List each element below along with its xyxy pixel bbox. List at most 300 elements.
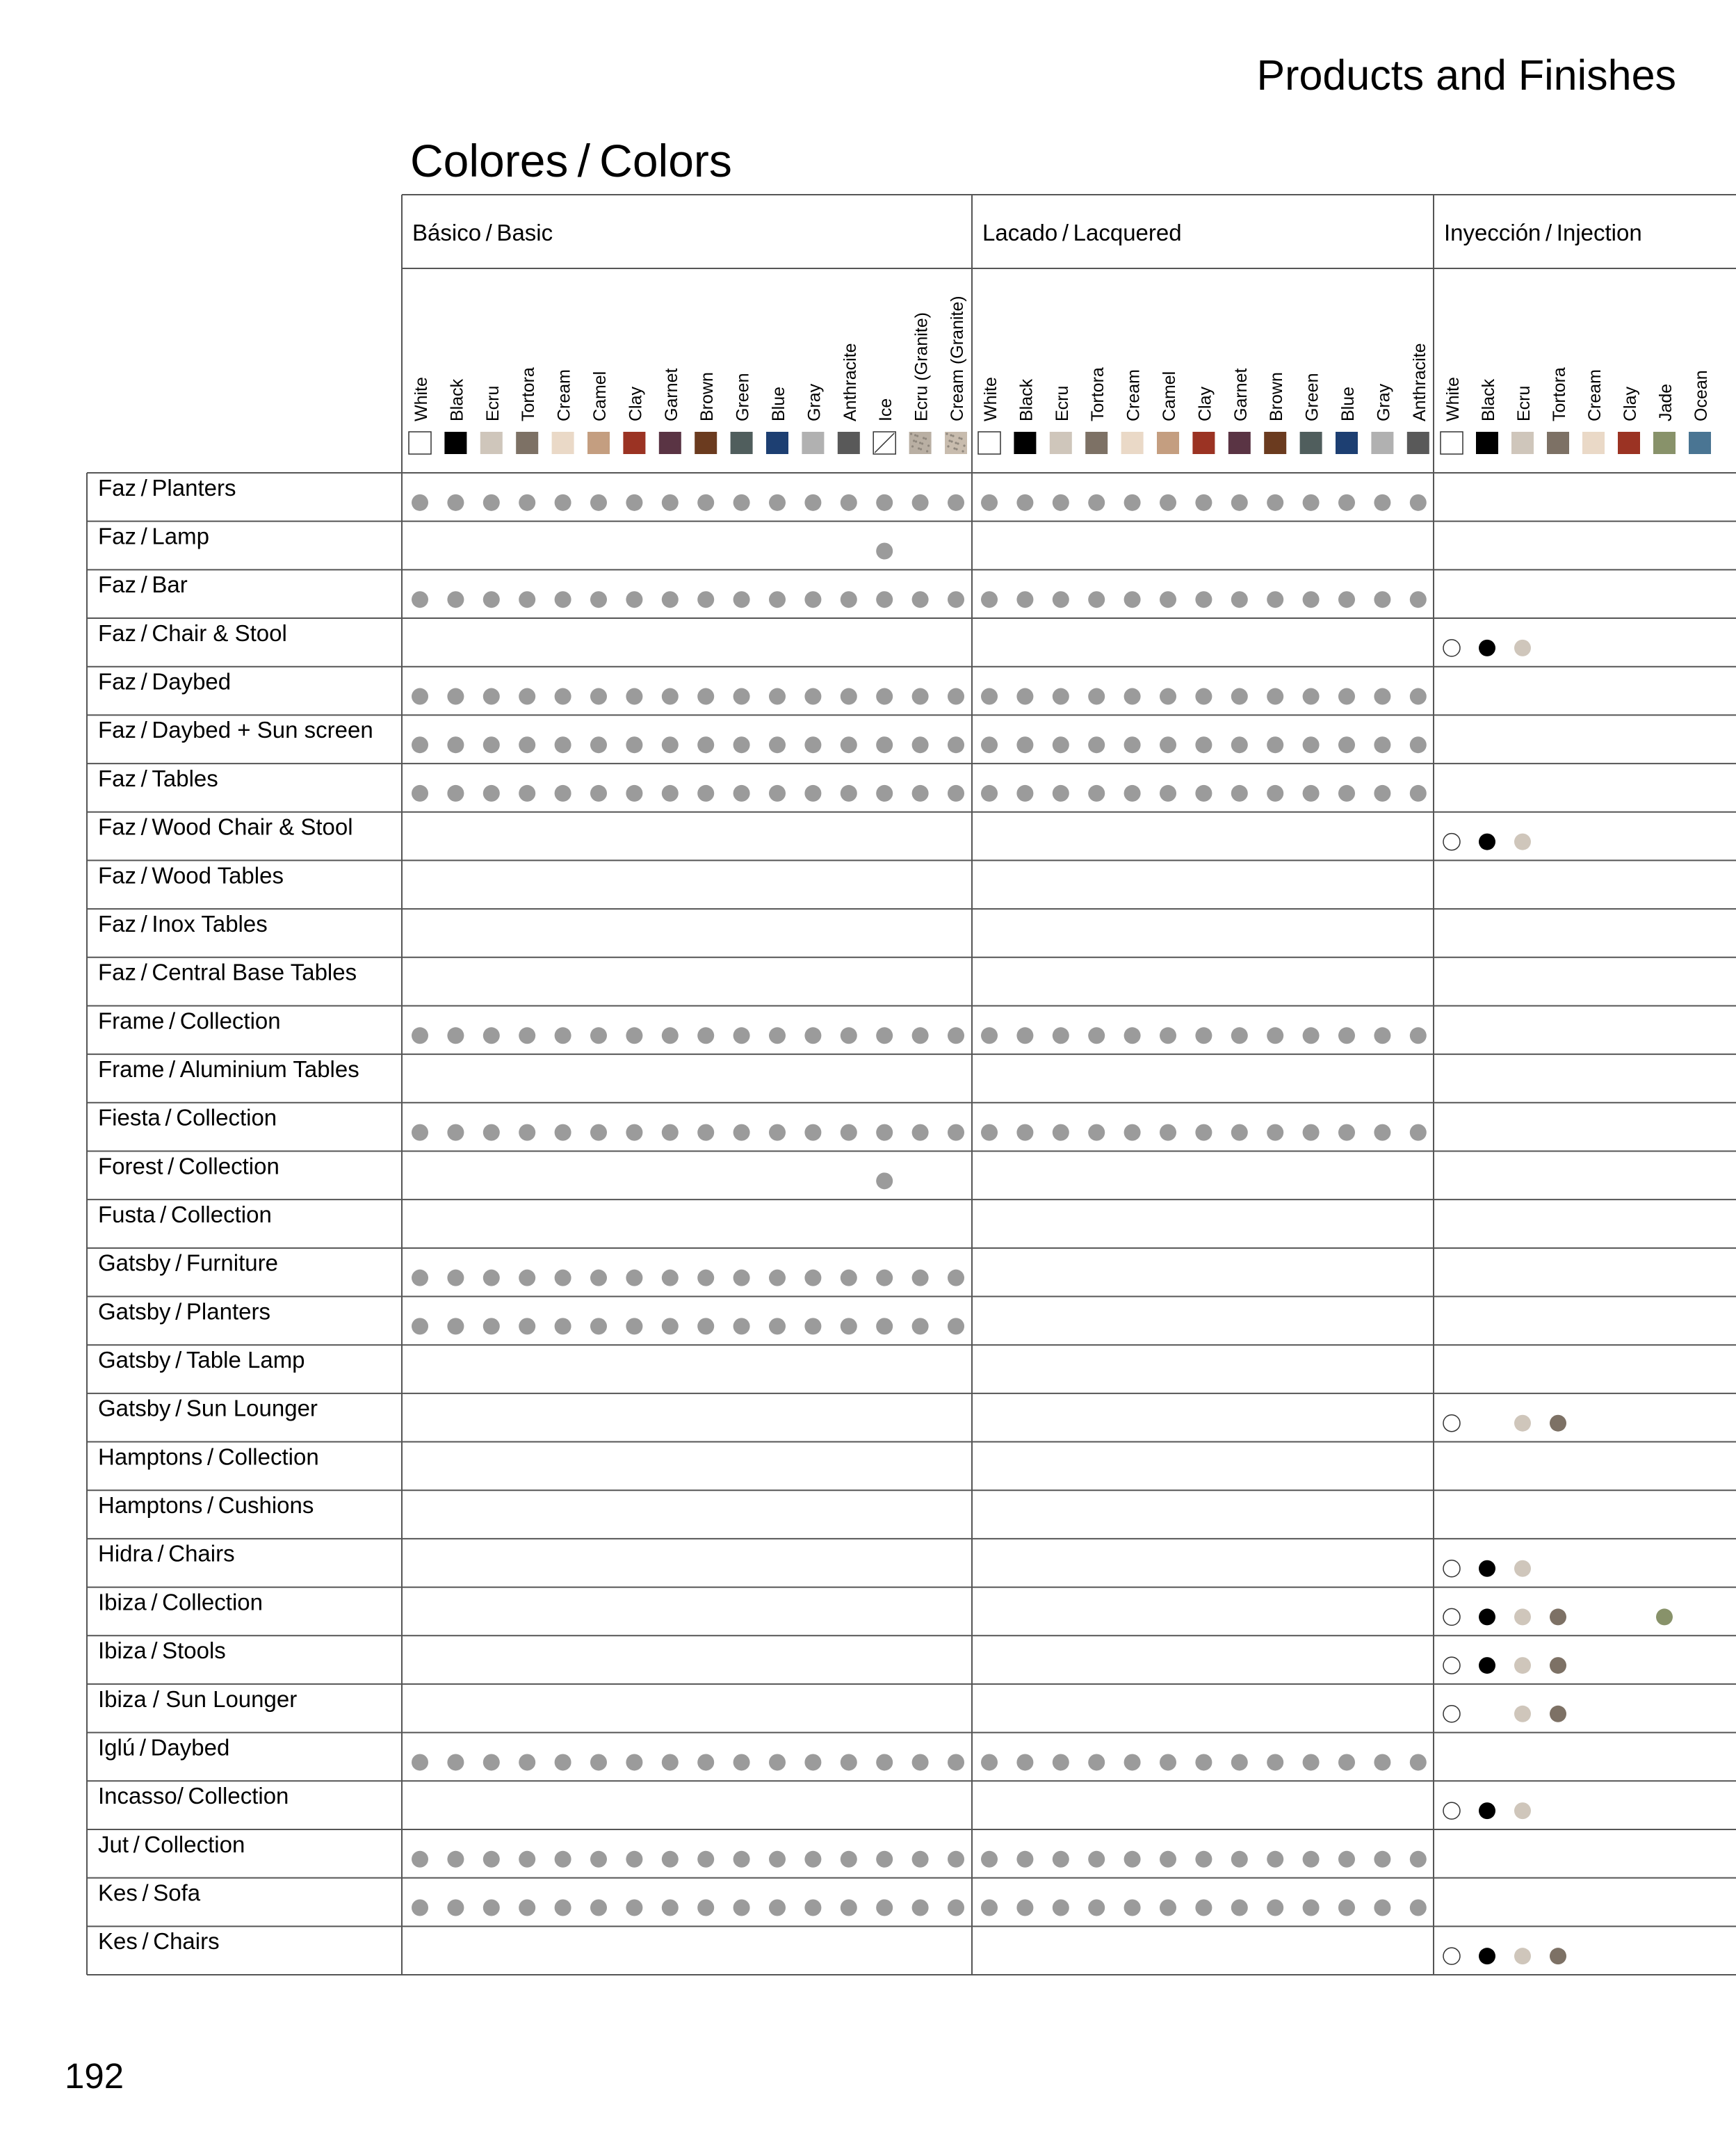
availability-dot bbox=[1410, 1124, 1427, 1141]
column-name: White bbox=[412, 377, 431, 421]
row-label: Fiesta / Collection bbox=[98, 1104, 277, 1131]
column-name: Green bbox=[1302, 373, 1322, 421]
availability-dot bbox=[626, 1899, 642, 1916]
availability-dot bbox=[590, 1851, 607, 1868]
availability-dot bbox=[804, 1899, 821, 1916]
availability-dot bbox=[804, 591, 821, 608]
column-name: Garnet bbox=[661, 368, 681, 421]
availability-dot bbox=[697, 1124, 714, 1141]
availability-dot bbox=[981, 785, 998, 802]
availability-dot bbox=[912, 1270, 929, 1286]
availability-dot bbox=[1195, 494, 1212, 511]
availability-dot bbox=[483, 494, 500, 511]
availability-dot bbox=[662, 494, 679, 511]
availability-dot bbox=[1338, 1851, 1355, 1868]
availability-dot bbox=[841, 1318, 857, 1334]
availability-dot bbox=[948, 1270, 964, 1286]
availability-dot bbox=[1303, 591, 1320, 608]
row-label: Gatsby / Furniture bbox=[98, 1250, 278, 1276]
availability-dot bbox=[1410, 1851, 1427, 1868]
availability-dot bbox=[948, 494, 964, 511]
swatch-white bbox=[978, 432, 1000, 454]
column-name: Brown bbox=[1267, 372, 1287, 421]
availability-dot bbox=[1231, 785, 1248, 802]
swatch-garnet bbox=[1228, 432, 1251, 454]
availability-dot bbox=[1443, 834, 1460, 850]
availability-dot bbox=[626, 1851, 642, 1868]
availability-dot bbox=[804, 1124, 821, 1141]
availability-dot bbox=[841, 736, 857, 753]
availability-dot bbox=[412, 1899, 428, 1916]
availability-dot bbox=[590, 1318, 607, 1334]
availability-dot bbox=[412, 785, 428, 802]
swatch-gray bbox=[802, 432, 824, 454]
availability-dot bbox=[912, 1754, 929, 1770]
availability-dot bbox=[1514, 834, 1531, 850]
availability-dot bbox=[769, 736, 786, 753]
granite-speck bbox=[957, 442, 959, 444]
availability-dot bbox=[1514, 1802, 1531, 1819]
availability-dot bbox=[590, 736, 607, 753]
column-name: Clay bbox=[1621, 386, 1640, 421]
availability-dot bbox=[590, 1124, 607, 1141]
availability-dot bbox=[1231, 688, 1248, 705]
swatch-camel bbox=[1157, 432, 1179, 454]
availability-dot bbox=[519, 591, 535, 608]
row-label: Faz / Wood Chair & Stool bbox=[98, 814, 353, 840]
availability-dot bbox=[662, 1754, 679, 1770]
column-name: Camel bbox=[1160, 371, 1179, 421]
availability-dot bbox=[519, 1124, 535, 1141]
availability-dot bbox=[1160, 1899, 1176, 1916]
availability-dot bbox=[1338, 688, 1355, 705]
availability-dot bbox=[948, 1027, 964, 1044]
granite-speck bbox=[955, 448, 957, 450]
availability-dot bbox=[626, 688, 642, 705]
column-name: Ecru bbox=[1514, 385, 1534, 421]
colors-title: Colores / Colors bbox=[410, 135, 732, 186]
availability-dot bbox=[876, 1318, 893, 1334]
availability-dot bbox=[412, 1027, 428, 1044]
availability-dot bbox=[519, 1899, 535, 1916]
group-label-basic: Básico / Basic bbox=[412, 220, 553, 245]
availability-dot bbox=[1514, 1415, 1531, 1432]
availability-dot bbox=[626, 1754, 642, 1770]
availability-dot bbox=[769, 688, 786, 705]
availability-dot bbox=[483, 736, 500, 753]
availability-dot bbox=[483, 688, 500, 705]
availability-dot bbox=[1267, 1754, 1283, 1770]
availability-dot bbox=[948, 785, 964, 802]
availability-dot bbox=[876, 543, 893, 560]
row-label: Faz / Daybed + Sun screen bbox=[98, 717, 373, 743]
availability-dot bbox=[1124, 785, 1141, 802]
group-label-injection: Inyección / Injection bbox=[1444, 220, 1642, 245]
availability-dot bbox=[483, 1754, 500, 1770]
swatch-clay bbox=[623, 432, 645, 454]
availability-dot bbox=[841, 1851, 857, 1868]
swatch-white bbox=[409, 432, 431, 454]
availability-dot bbox=[1088, 494, 1105, 511]
granite-speck bbox=[963, 444, 965, 446]
availability-dot bbox=[1231, 1899, 1248, 1916]
availability-dot bbox=[519, 736, 535, 753]
availability-dot bbox=[483, 591, 500, 608]
availability-dot bbox=[1303, 736, 1320, 753]
availability-dot bbox=[1195, 591, 1212, 608]
granite-speck bbox=[960, 437, 962, 439]
granite-speck bbox=[958, 437, 960, 439]
availability-dot bbox=[662, 1270, 679, 1286]
availability-dot bbox=[1016, 591, 1033, 608]
availability-dot bbox=[1267, 1027, 1283, 1044]
availability-dot bbox=[1374, 688, 1390, 705]
granite-speck bbox=[947, 445, 949, 447]
availability-dot bbox=[1479, 1608, 1495, 1625]
column-name: Ecru bbox=[482, 385, 503, 421]
availability-dot bbox=[912, 688, 929, 705]
availability-dot bbox=[841, 1754, 857, 1770]
availability-dot bbox=[1160, 591, 1176, 608]
availability-dot bbox=[1656, 1608, 1673, 1625]
availability-dot bbox=[912, 1318, 929, 1334]
availability-dot bbox=[876, 688, 893, 705]
availability-dot bbox=[1124, 736, 1141, 753]
column-name: Black bbox=[1016, 378, 1037, 421]
availability-dot bbox=[948, 736, 964, 753]
availability-dot bbox=[447, 785, 464, 802]
availability-dot bbox=[841, 785, 857, 802]
availability-dot bbox=[1124, 494, 1141, 511]
availability-dot bbox=[1303, 1027, 1320, 1044]
availability-dot bbox=[981, 736, 998, 753]
availability-dot bbox=[1016, 1754, 1033, 1770]
column-name: Cream bbox=[1585, 369, 1605, 421]
granite-speck bbox=[920, 448, 922, 450]
availability-dot bbox=[447, 1851, 464, 1868]
column-name: Ocean bbox=[1692, 370, 1711, 421]
availability-dot bbox=[555, 1318, 571, 1334]
availability-dot bbox=[1338, 1899, 1355, 1916]
availability-dot bbox=[1443, 1802, 1460, 1819]
row-label: Iglú / Daybed bbox=[98, 1734, 230, 1761]
row-label: Faz / Lamp bbox=[98, 523, 209, 549]
availability-dot bbox=[733, 1899, 750, 1916]
swatch-tortora bbox=[1085, 432, 1108, 454]
availability-dot bbox=[981, 688, 998, 705]
availability-dot bbox=[948, 1754, 964, 1770]
availability-dot bbox=[483, 785, 500, 802]
availability-dot bbox=[662, 736, 679, 753]
column-name: Brown bbox=[697, 372, 717, 421]
availability-dot bbox=[1410, 494, 1427, 511]
availability-dot bbox=[876, 1270, 893, 1286]
availability-dot bbox=[1338, 1027, 1355, 1044]
swatch-black bbox=[444, 432, 467, 454]
availability-dot bbox=[769, 1270, 786, 1286]
availability-dot bbox=[1374, 736, 1390, 753]
availability-dot bbox=[1160, 1754, 1176, 1770]
availability-dot bbox=[590, 1899, 607, 1916]
availability-dot bbox=[555, 494, 571, 511]
availability-dot bbox=[590, 494, 607, 511]
availability-dot bbox=[483, 1318, 500, 1334]
availability-dot bbox=[662, 785, 679, 802]
swatch-blue bbox=[1336, 432, 1358, 454]
availability-dot bbox=[412, 1754, 428, 1770]
availability-dot bbox=[1231, 1027, 1248, 1044]
availability-dot bbox=[662, 688, 679, 705]
granite-speck bbox=[911, 445, 914, 447]
availability-dot bbox=[1016, 736, 1033, 753]
availability-dot bbox=[1550, 1948, 1566, 1964]
availability-dot bbox=[590, 1270, 607, 1286]
swatch-jade bbox=[1653, 432, 1676, 454]
granite-speck bbox=[918, 447, 920, 449]
availability-dot bbox=[769, 1318, 786, 1334]
availability-dot bbox=[1195, 1899, 1212, 1916]
availability-dot bbox=[948, 1124, 964, 1141]
row-label: Faz / Wood Tables bbox=[98, 862, 284, 889]
availability-dot bbox=[1195, 785, 1212, 802]
availability-dot bbox=[697, 1027, 714, 1044]
granite-speck bbox=[950, 440, 952, 442]
row-label: Ibiza / Stools bbox=[98, 1638, 226, 1664]
availability-dot bbox=[1016, 1027, 1033, 1044]
availability-dot bbox=[804, 1754, 821, 1770]
column-name: Clay bbox=[626, 386, 646, 421]
availability-dot bbox=[1374, 785, 1390, 802]
swatch-ecru bbox=[480, 432, 503, 454]
availability-dot bbox=[733, 1270, 750, 1286]
availability-dot bbox=[876, 1754, 893, 1770]
availability-dot bbox=[626, 1270, 642, 1286]
availability-dot bbox=[1195, 1851, 1212, 1868]
row-label: Faz / Daybed bbox=[98, 668, 232, 695]
availability-dot bbox=[590, 1754, 607, 1770]
swatch-ocean bbox=[1689, 432, 1711, 454]
row-label: Hamptons / Collection bbox=[98, 1444, 319, 1470]
column-name: Ecru (Granite) bbox=[911, 312, 932, 421]
row-label: Gatsby / Planters bbox=[98, 1298, 270, 1325]
column-name: White bbox=[1443, 377, 1463, 421]
row-label: Faz / Bar bbox=[98, 572, 188, 598]
availability-dot bbox=[1374, 1851, 1390, 1868]
availability-dot bbox=[519, 1027, 535, 1044]
column-name: Green bbox=[733, 373, 753, 421]
availability-dot bbox=[1160, 688, 1176, 705]
availability-dot bbox=[804, 785, 821, 802]
row-label: Gatsby / Sun Lounger bbox=[98, 1395, 318, 1421]
availability-dot bbox=[1374, 494, 1390, 511]
availability-dot bbox=[1160, 1124, 1176, 1141]
availability-dot bbox=[626, 1318, 642, 1334]
availability-dot bbox=[662, 1899, 679, 1916]
availability-dot bbox=[912, 494, 929, 511]
availability-dot bbox=[1338, 1124, 1355, 1141]
availability-dot bbox=[447, 1899, 464, 1916]
availability-dot bbox=[1443, 1706, 1460, 1722]
availability-dot bbox=[626, 591, 642, 608]
availability-dot bbox=[1053, 1754, 1069, 1770]
availability-dot bbox=[555, 1270, 571, 1286]
availability-dot bbox=[519, 785, 535, 802]
availability-dot bbox=[1514, 1657, 1531, 1674]
availability-dot bbox=[1124, 1124, 1141, 1141]
availability-dot bbox=[697, 736, 714, 753]
availability-dot bbox=[841, 688, 857, 705]
availability-dot bbox=[876, 1899, 893, 1916]
availability-dot bbox=[519, 1270, 535, 1286]
availability-dot bbox=[1479, 640, 1495, 656]
availability-dot bbox=[412, 1124, 428, 1141]
availability-dot bbox=[1514, 1706, 1531, 1722]
availability-dot bbox=[697, 591, 714, 608]
availability-dot bbox=[1374, 1027, 1390, 1044]
availability-dot bbox=[1088, 591, 1105, 608]
availability-dot bbox=[1550, 1706, 1566, 1722]
availability-dot bbox=[1514, 1608, 1531, 1625]
swatch-ecru bbox=[1050, 432, 1072, 454]
granite-speck bbox=[916, 435, 918, 437]
availability-dot bbox=[697, 1754, 714, 1770]
availability-dot bbox=[447, 591, 464, 608]
availability-dot bbox=[1053, 736, 1069, 753]
availability-dot bbox=[1550, 1415, 1566, 1432]
column-name: Gray bbox=[1374, 383, 1394, 421]
granite-speck bbox=[950, 434, 952, 436]
column-name: White bbox=[981, 377, 1000, 421]
column-name: Anthracite bbox=[840, 343, 860, 421]
availability-dot bbox=[876, 494, 893, 511]
availability-dot bbox=[981, 1027, 998, 1044]
swatch-tortora bbox=[1547, 432, 1569, 454]
row-label: Hamptons / Cushions bbox=[98, 1492, 314, 1519]
availability-dot bbox=[733, 1124, 750, 1141]
availability-dot bbox=[1016, 494, 1033, 511]
availability-dot bbox=[1514, 640, 1531, 656]
availability-dot bbox=[769, 1124, 786, 1141]
availability-dot bbox=[981, 1124, 998, 1141]
availability-dot bbox=[1303, 785, 1320, 802]
row-label: Faz / Planters bbox=[98, 474, 236, 501]
availability-dot bbox=[804, 494, 821, 511]
column-name: Black bbox=[447, 378, 467, 421]
row-label: Fusta / Collection bbox=[98, 1202, 272, 1227]
availability-dot bbox=[1338, 494, 1355, 511]
availability-dot bbox=[1053, 1027, 1069, 1044]
availability-dot bbox=[447, 1318, 464, 1334]
availability-dot bbox=[555, 1754, 571, 1770]
swatch-anthracite bbox=[838, 432, 860, 454]
availability-dot bbox=[1303, 1899, 1320, 1916]
availability-dot bbox=[590, 1027, 607, 1044]
availability-dot bbox=[1443, 1608, 1460, 1625]
column-name: Cream (Granite) bbox=[948, 296, 967, 421]
availability-dot bbox=[1160, 494, 1176, 511]
availability-dot bbox=[1088, 1754, 1105, 1770]
availability-dot bbox=[1410, 1754, 1427, 1770]
column-name: Tortora bbox=[1088, 367, 1108, 421]
availability-dot bbox=[733, 688, 750, 705]
availability-dot bbox=[1267, 736, 1283, 753]
availability-dot bbox=[1514, 1948, 1531, 1964]
availability-dot bbox=[1267, 1124, 1283, 1141]
column-name: Tortora bbox=[519, 367, 539, 421]
column-name: Camel bbox=[590, 371, 610, 421]
availability-dot bbox=[948, 1318, 964, 1334]
availability-dot bbox=[1479, 1657, 1495, 1674]
availability-dot bbox=[1124, 1851, 1141, 1868]
availability-dot bbox=[1443, 1948, 1460, 1964]
availability-dot bbox=[447, 494, 464, 511]
availability-dot bbox=[483, 1027, 500, 1044]
availability-dot bbox=[697, 1318, 714, 1334]
availability-dot bbox=[555, 1124, 571, 1141]
availability-dot bbox=[1410, 591, 1427, 608]
availability-dot bbox=[1231, 494, 1248, 511]
availability-dot bbox=[912, 1124, 929, 1141]
swatch-green bbox=[731, 432, 753, 454]
availability-dot bbox=[1088, 1027, 1105, 1044]
availability-dot bbox=[769, 1027, 786, 1044]
availability-dot bbox=[1410, 736, 1427, 753]
availability-dot bbox=[912, 591, 929, 608]
swatch-blue bbox=[766, 432, 788, 454]
availability-dot bbox=[841, 494, 857, 511]
availability-dot bbox=[590, 591, 607, 608]
granite-speck bbox=[915, 440, 917, 442]
column-name: Tortora bbox=[1550, 367, 1569, 421]
swatch-white bbox=[1441, 432, 1463, 454]
availability-dot bbox=[912, 736, 929, 753]
availability-dot bbox=[1231, 736, 1248, 753]
availability-dot bbox=[447, 1754, 464, 1770]
availability-dot bbox=[1338, 736, 1355, 753]
availability-dot bbox=[447, 1027, 464, 1044]
availability-dot bbox=[412, 1270, 428, 1286]
availability-dot bbox=[697, 1899, 714, 1916]
row-label: Gatsby / Table Lamp bbox=[98, 1347, 305, 1373]
availability-dot bbox=[804, 1027, 821, 1044]
swatch-tortora bbox=[516, 432, 538, 454]
availability-dot bbox=[1338, 591, 1355, 608]
availability-dot bbox=[1443, 1657, 1460, 1674]
availability-dot bbox=[590, 785, 607, 802]
row-label: Ibiza / Collection bbox=[98, 1589, 263, 1615]
availability-dot bbox=[519, 688, 535, 705]
availability-dot bbox=[1303, 688, 1320, 705]
availability-dot bbox=[1443, 1415, 1460, 1432]
availability-dot bbox=[555, 785, 571, 802]
row-label: Frame / Aluminium Tables bbox=[98, 1056, 359, 1082]
availability-dot bbox=[412, 1851, 428, 1868]
availability-dot bbox=[662, 591, 679, 608]
row-label: Frame / Collection bbox=[98, 1008, 281, 1034]
availability-dot bbox=[1303, 1851, 1320, 1868]
availability-dot bbox=[626, 736, 642, 753]
availability-dot bbox=[1016, 1851, 1033, 1868]
granite-speck bbox=[926, 450, 928, 452]
availability-dot bbox=[590, 688, 607, 705]
availability-dot bbox=[948, 1851, 964, 1868]
availability-dot bbox=[519, 1318, 535, 1334]
availability-dot bbox=[1514, 1560, 1531, 1577]
availability-dot bbox=[876, 1172, 893, 1189]
granite-speck bbox=[948, 439, 950, 442]
availability-dot bbox=[1374, 1899, 1390, 1916]
availability-dot bbox=[447, 1124, 464, 1141]
